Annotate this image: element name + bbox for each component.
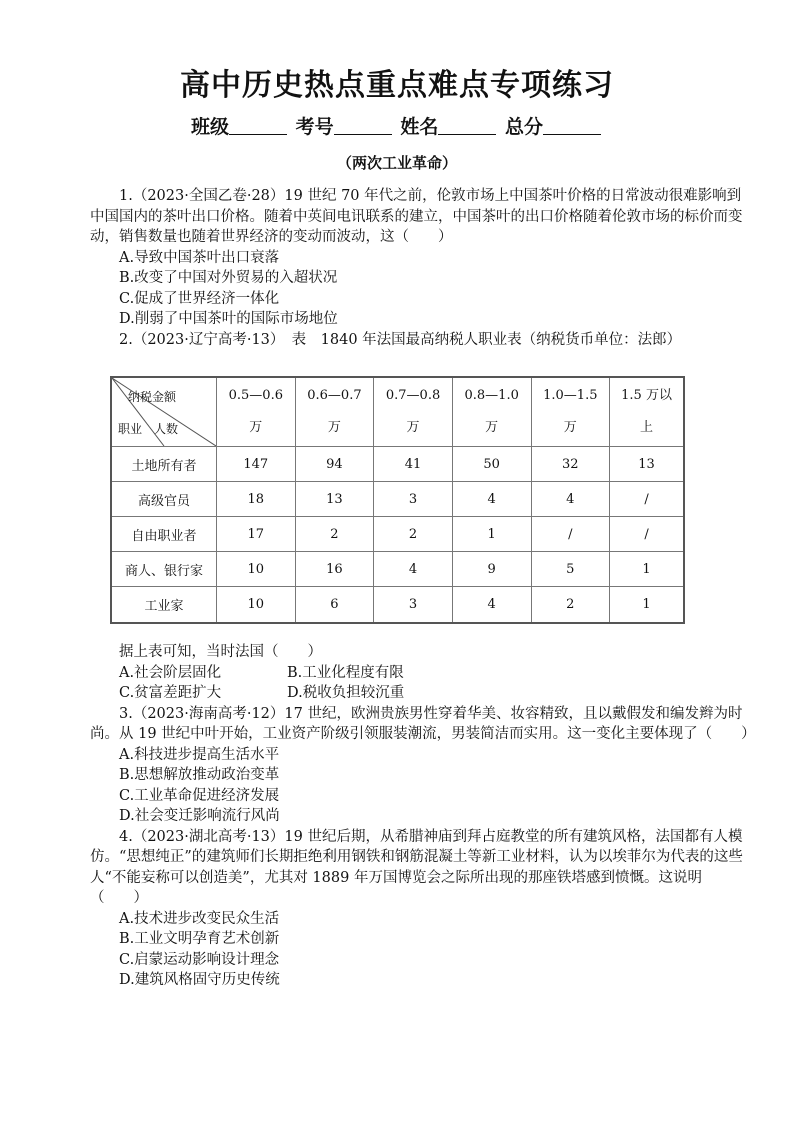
section-subtitle: （两次工业革命） — [336, 154, 457, 172]
row-label: 自由职业者 — [111, 517, 217, 552]
table-corner-cell — [111, 377, 217, 447]
q2-option-a[interactable]: A.社会阶层固化 — [119, 664, 222, 681]
q1-stem: 1.（2023·全国乙卷·28）19 世纪 70 年代之前，伦敦市场上中国茶叶价格的日常波动很难影响到中国国内的茶叶出口价格。随着中英间电讯联系的建立，中国茶叶的出口价格随着伦敦市场的标价而变动，销售数量也随着世界经济的变动而波动，这（ ） — [90, 188, 743, 245]
corner-label-amount: 纳税金额 — [128, 390, 177, 404]
q1-option-c[interactable]: C.促成了世界经济一体化 — [119, 290, 280, 307]
exam-no-blank[interactable] — [334, 116, 392, 135]
question-1 — [90, 186, 750, 350]
table-cell: 10 — [217, 587, 296, 623]
column-header: 0.5—0.6 万 — [217, 377, 296, 447]
column-header: 0.8—1.0 万 — [452, 377, 531, 447]
q2-option-c[interactable]: C.贫富差距扩大 — [119, 685, 222, 701]
score-label: 总分 — [504, 116, 543, 138]
table-row — [111, 552, 684, 587]
table-cell: 32 — [531, 447, 610, 482]
q1-option-a[interactable]: A.导致中国茶叶出口衰落 — [119, 249, 280, 266]
q2-option-d[interactable]: D.税收负担较沉重 — [287, 685, 405, 701]
q4-option-c[interactable]: C.启蒙运动影响设计理念 — [119, 951, 280, 968]
taxpayer-table — [110, 376, 685, 624]
column-header: 1.5 万以 上 — [610, 377, 684, 447]
class-blank[interactable] — [229, 116, 287, 135]
table-cell: 94 — [295, 447, 374, 482]
score-blank[interactable] — [543, 116, 601, 135]
table-row — [111, 447, 684, 482]
q4-option-d[interactable]: D.建筑风格固守历史传统 — [119, 972, 280, 988]
table-cell: / — [610, 517, 684, 552]
column-header: 0.7—0.8 万 — [374, 377, 453, 447]
column-header: 1.0—1.5 万 — [531, 377, 610, 447]
table-cell: 50 — [452, 447, 531, 482]
q1-option-b[interactable]: B.改变了中国对外贸易的入超状况 — [119, 270, 338, 286]
table-cell: 16 — [295, 552, 374, 587]
q4-option-a[interactable]: A.技术进步改变民众生活 — [119, 910, 280, 927]
q3-option-c[interactable]: C.工业革命促进经济发展 — [119, 787, 280, 804]
table-cell: / — [531, 517, 610, 552]
row-label: 高级官员 — [111, 482, 217, 517]
table-cell: 2 — [295, 517, 374, 552]
table-cell: 4 — [531, 482, 610, 517]
table-cell: 9 — [452, 552, 531, 587]
name-blank[interactable] — [438, 116, 496, 135]
table-cell: 18 — [217, 482, 296, 517]
q3-option-d[interactable]: D.社会变迁影响流行风尚 — [119, 808, 280, 824]
column-header: 0.6—0.7 万 — [295, 377, 374, 447]
q3-option-a[interactable]: A.科技进步提高生活水平 — [119, 746, 280, 763]
table-row — [111, 587, 684, 623]
table-cell: 2 — [374, 517, 453, 552]
table-cell: 3 — [374, 482, 453, 517]
table-cell: 41 — [374, 447, 453, 482]
table-cell: 17 — [217, 517, 296, 552]
table-cell: 13 — [295, 482, 374, 517]
table-cell: 1 — [610, 552, 684, 587]
table-cell: 2 — [531, 587, 610, 623]
exam-no-label: 考号 — [295, 116, 334, 138]
q1-option-d[interactable]: D.削弱了中国茶叶的国际市场地位 — [119, 311, 338, 327]
corner-label-occupation: 职业 人数 — [118, 422, 179, 436]
row-label: 土地所有者 — [111, 447, 217, 482]
table-cell: 10 — [217, 552, 296, 587]
name-label: 姓名 — [400, 116, 439, 138]
q4-option-b[interactable]: B.工业文明孕育艺术创新 — [119, 931, 280, 947]
table-cell: 1 — [452, 517, 531, 552]
q4-stem: 4.（2023·湖北高考·13）19 世纪后期，从希腊神庙到拜占庭教堂的所有建筑风格，法国都有人模仿。“思想纯正”的建筑师们长期拒绝利用钢铁和钢筋混凝土等新工业材料，认为以埃菲尔为代表的这些人“不能妄称可以创造美”，尤其对 1889 年万国博览会之际所出现的那座铁塔感到愤慨。这说明（ ） — [90, 828, 743, 906]
table-cell: 1 — [610, 587, 684, 623]
table-row — [111, 517, 684, 552]
page-title: 高中历史热点重点难点专项练习 — [180, 68, 614, 103]
table-row — [111, 482, 684, 517]
q2-prompt: 据上表可知，当时法国（ ） — [119, 644, 322, 660]
student-info-line — [0, 112, 794, 139]
table-cell: 147 — [217, 447, 296, 482]
q3-option-b[interactable]: B.思想解放推动政治变革 — [119, 767, 280, 783]
table-cell: 4 — [452, 482, 531, 517]
class-label: 班级 — [191, 116, 230, 138]
table-cell: 3 — [374, 587, 453, 623]
q2-stem: 2.（2023·辽宁高考·13） 表 1840 年法国最高纳税人职业表（纳税货币单位：法郎） — [119, 331, 682, 348]
table-cell: 5 — [531, 552, 610, 587]
row-label: 工业家 — [111, 587, 217, 623]
table-cell: 13 — [610, 447, 684, 482]
questions-2-to-4 — [90, 642, 756, 991]
table-cell: 6 — [295, 587, 374, 623]
table-cell: 4 — [374, 552, 453, 587]
q3-stem: 3.（2023·海南高考·12）17 世纪，欧洲贵族男性穿着华美、妆容精致，且以戴假发和编发辫为时尚。从 19 世纪中叶开始，工业资产阶级引领服装潮流，男装简洁而实用。这一变化主要体现了（ ） — [90, 705, 756, 742]
q2-option-b[interactable]: B.工业化程度有限 — [287, 664, 404, 681]
table-cell: 4 — [452, 587, 531, 623]
table-cell: / — [610, 482, 684, 517]
row-label: 商人、银行家 — [111, 552, 217, 587]
